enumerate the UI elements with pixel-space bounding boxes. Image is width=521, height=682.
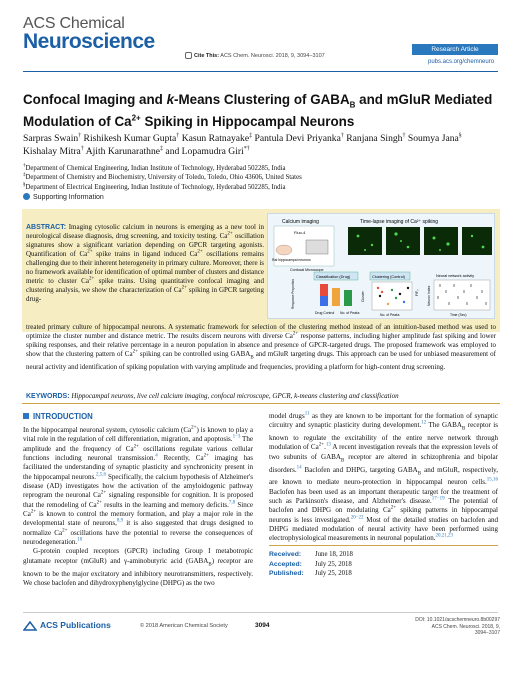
toc-class-drug: Classification (Drug) [316, 275, 351, 279]
journal-name-line2: Neuroscience [23, 30, 155, 53]
abstract-text-wide: treated primary culture of hippocampal neurons. A systematic framework for selection of the clustering method instead of an intuition-based method was used to optimize the cluster number and distance metric. The results discern neurons with diverse $Ca^{2+}$ response patterns, including higher amplitude fast spiking and lower spiking responses, and their relative percentage in a neuron population in absence and presence of GPCR-targeted drugs. The proposed framework was employed to show that the clustering pattern of $Ca^{2+}$ spiking can be controlled using $GABA_B$ and mGluR targeting drugs. This approach can be used for unbiased measurement of neural activity and identification of spiking population with varying amplitude and frequencies, providing a platform for high-content drug screening. [26, 323, 496, 371]
intro-column-2 [269, 412, 498, 544]
acs-logo-icon [23, 621, 37, 631]
publisher-name: ACS Publications [40, 620, 111, 630]
article-dates [269, 545, 498, 579]
class-drug-bars [320, 284, 352, 306]
keywords-divider [22, 403, 500, 404]
copyright: © 2018 American Chemical Society [140, 623, 228, 629]
publisher-logo[interactable] [23, 620, 111, 631]
intro-heading [23, 412, 93, 421]
toc-neuron-index: Neuron Index [427, 285, 431, 306]
article-title: Confocal Imaging and k-Means Clustering of $GABA_B$ and mGluR Mediated Modulation of $Ca^{2+}$ Spiking in Hippocampal Neurons [23, 92, 493, 129]
frame-3 [424, 227, 458, 255]
frame-2 [386, 227, 420, 255]
section-square-icon [23, 413, 29, 419]
toc-figure [268, 214, 496, 320]
intro-paragraph-1: In the hippocampal neuronal system, cytosolic calcium $(Ca^{2+})$ is known to play a vital role in the regulation of cell differentiation, migration, and apoptosis.$^{1-3}$ The amplitude and the frequency of $Ca^{2+}$ oscillations regulate various cellular functions including neuronal transmission.$^4$ Recently, $Ca^{2+}$ imaging has facilitated the understanding of synaptic plasticity and synchronicity present in the hippocampal neurons.$^{2,5,6}$ Specifically, the calcium hypothesis of Alzheimer's disease (AD) investigates how the activation of the amyloidogenic pathway reprogram the neuronal $Ca^{2+}$ signaling responsible for cognition. It is proposed that the remodeling of $Ca^{2+}$ results in the learning and memory deficits.$^{7,8}$ Since $Ca^{2+}$ is known to control the memory formation, and play a major role in the developmental state of neurons,$^{8,9}$ it is also suggested that drugs designed to normalize $Ca^{2+}$ oscillations have the potential to reverse the consequences of neurodegeneration.$^{10}$ [23, 425, 254, 547]
author-list: Sarpras Swain† Rishikesh Kumar Gupta† Kasun Ratnayake‡ Pantula Devi Priyanka† Ranjana Singh† Soumya Jana§ Kishalay Mitra† Ajith Karunarathne‡ and Lopamudra Giri*† [23, 132, 462, 157]
doi-link[interactable]: DOI: 10.1021/acschemneuro.8b00297 [415, 617, 500, 623]
microscope-icon [306, 240, 328, 254]
cite-this[interactable] [185, 52, 325, 59]
toc-no-peaks: No. of Peaks [340, 311, 360, 315]
cluster-plot [372, 282, 412, 310]
toc-timelapse: Time-lapse imaging of Ca²⁺ spiking [360, 219, 439, 225]
toc-calcium-imaging: Calcium imaging [282, 219, 319, 225]
toc-response-proportion: Response Proportion [291, 279, 295, 309]
published-row: Published: July 25, 2018 [269, 570, 352, 577]
toc-no-peaks2: No. of Peaks [380, 313, 400, 317]
timelapse-frames [348, 227, 492, 255]
affiliation-1: †Department of Chemical Engineering, Indian Institute of Technology, Hyderabad 502285, India [23, 163, 286, 172]
journal-url-link[interactable]: pubs.acs.org/chemneuro [428, 59, 495, 65]
keywords-label: KEYWORDS: [26, 393, 70, 400]
citation-footer: ACS Chem. Neurosci. 2018, 9, 3094−3107 [431, 623, 500, 636]
footer-divider [23, 612, 498, 613]
supporting-info-icon [23, 193, 30, 200]
cite-label: Cite This: [194, 52, 220, 59]
intro-paragraph-3: model drugs$^{11}$ as they are known to be important for the formation of synaptic circuitry and synaptic plasticity during development.$^{12}$ The $GABA_B$ receptor is known to regulate the excitability of the entire nerve network through modulation of $Ca^{2+}.^{13}$ A recent investigation reveals that the expression levels of two subunits of $GABA_B$ receptor are altered in schizophrenia and bipolar disorders.$^{14}$ Baclofen and DHPG, targeting $GABA_B$ and mGluR, respectively, are known to mediate neuro-protection in hippocampal neuron cells.$^{15,16}$ Baclofen has been used as an important therapeutic target for the treatment of such as Parkinson's disease, and Alzheimer's disease.$^{17-19}$ The potential of baclofen and DHPG on modulating $Ca^{2+}$ spiking patterns in hippocampal neurons is less investigated.$^{20-22}$ Most of the detailed studies on baclofen and DHPG mediated modulation of neural activity have been performed using electrophysiological measurements in neuronal population.$^{20,21,23}$ [269, 411, 499, 543]
keywords-text: Hippocampal neurons, live cell calcium imaging, confocal microscope, GPCR, k-means clustering and classification [71, 392, 399, 400]
frame-4 [462, 227, 492, 255]
doi-block [415, 617, 500, 637]
received-row: Received: June 18, 2018 [269, 551, 353, 558]
toc-cluster: Cluster [361, 291, 365, 302]
cite-text: ACS Chem. Neurosci. 2018, 9, 3094−3107 [220, 52, 325, 59]
affiliation-3: §Department of Electrical Engineering, Indian Institute of Technology, Hyderabad 502285, India [23, 182, 286, 191]
toc-drug-control: Drug Control [315, 311, 335, 315]
intro-paragraph-2: G-protein coupled receptors (GPCR) including Group I metabotropic glutamate receptor (mGluR) and γ-aminobutyric acid $(GABA_B)$ receptor are known to be the major excitatory and inhibitory neurotransmitters, respectively. We chose baclofen and dihydroxyphenylglycine (DHPG) as the two [23, 547, 253, 587]
intro-column-1 [23, 426, 253, 588]
page-number: 3094 [255, 622, 270, 629]
toc-confocal: Confocal Microscope [290, 268, 324, 272]
journal-name-line1: ACS Chemical [23, 15, 125, 32]
affiliation-2: ‡Department of Chemistry and Biochemistry, University of Toledo, Toledo, Ohio 43606, United States [23, 173, 302, 182]
abstract-text-narrow: ABSTRACT: Imaging cytosolic calcium in neurons is emerging as a new tool in neurological disease diagnosis, drug screening, and toxicity testing. $Ca^{2+}$ oscillation signatures show a significant variation depending on GPCR targeting agonists. Quantification of $Ca^{2+}$ spike trains in ligand induced $Ca^{2+}$ oscillations remains challenging due to their inherent heterogeneity in primary culture. Moreover, there is no framework available for identification of optimal number of clusters and distance metric to cluster $Ca^{2+}$ spike trains. Using quantitative confocal imaging and clustering analysis, we show the characterization of $Ca^{2+}$ spiking in GPCR targeting drug- [26, 223, 264, 304]
header-divider [23, 71, 498, 72]
supporting-info-label: Supporting Information [33, 194, 104, 201]
journal-logo [23, 16, 155, 52]
toc-f-f0: F/F₀ [415, 289, 419, 296]
accepted-row: Accepted: July 25, 2018 [269, 560, 352, 568]
toc-fluo4: Fluo-4 [294, 230, 306, 235]
intro-heading-text: INTRODUCTION [33, 412, 93, 421]
affiliations [23, 164, 498, 192]
toc-clustering-control: Clustering (Control) [372, 275, 405, 279]
keywords [26, 392, 496, 401]
rat-icon [276, 245, 292, 255]
cite-icon [185, 52, 192, 59]
raster-plot [434, 280, 490, 310]
article-type-badge: Research Article [412, 44, 498, 55]
supporting-info-link[interactable] [23, 193, 104, 201]
toc-graphic [267, 213, 495, 319]
toc-neural-activity: Neural network activity [436, 274, 475, 278]
toc-rat-neurons: Rat hippocampal neurons [272, 258, 311, 262]
toc-time-sec: Time (Sec) [450, 313, 467, 317]
